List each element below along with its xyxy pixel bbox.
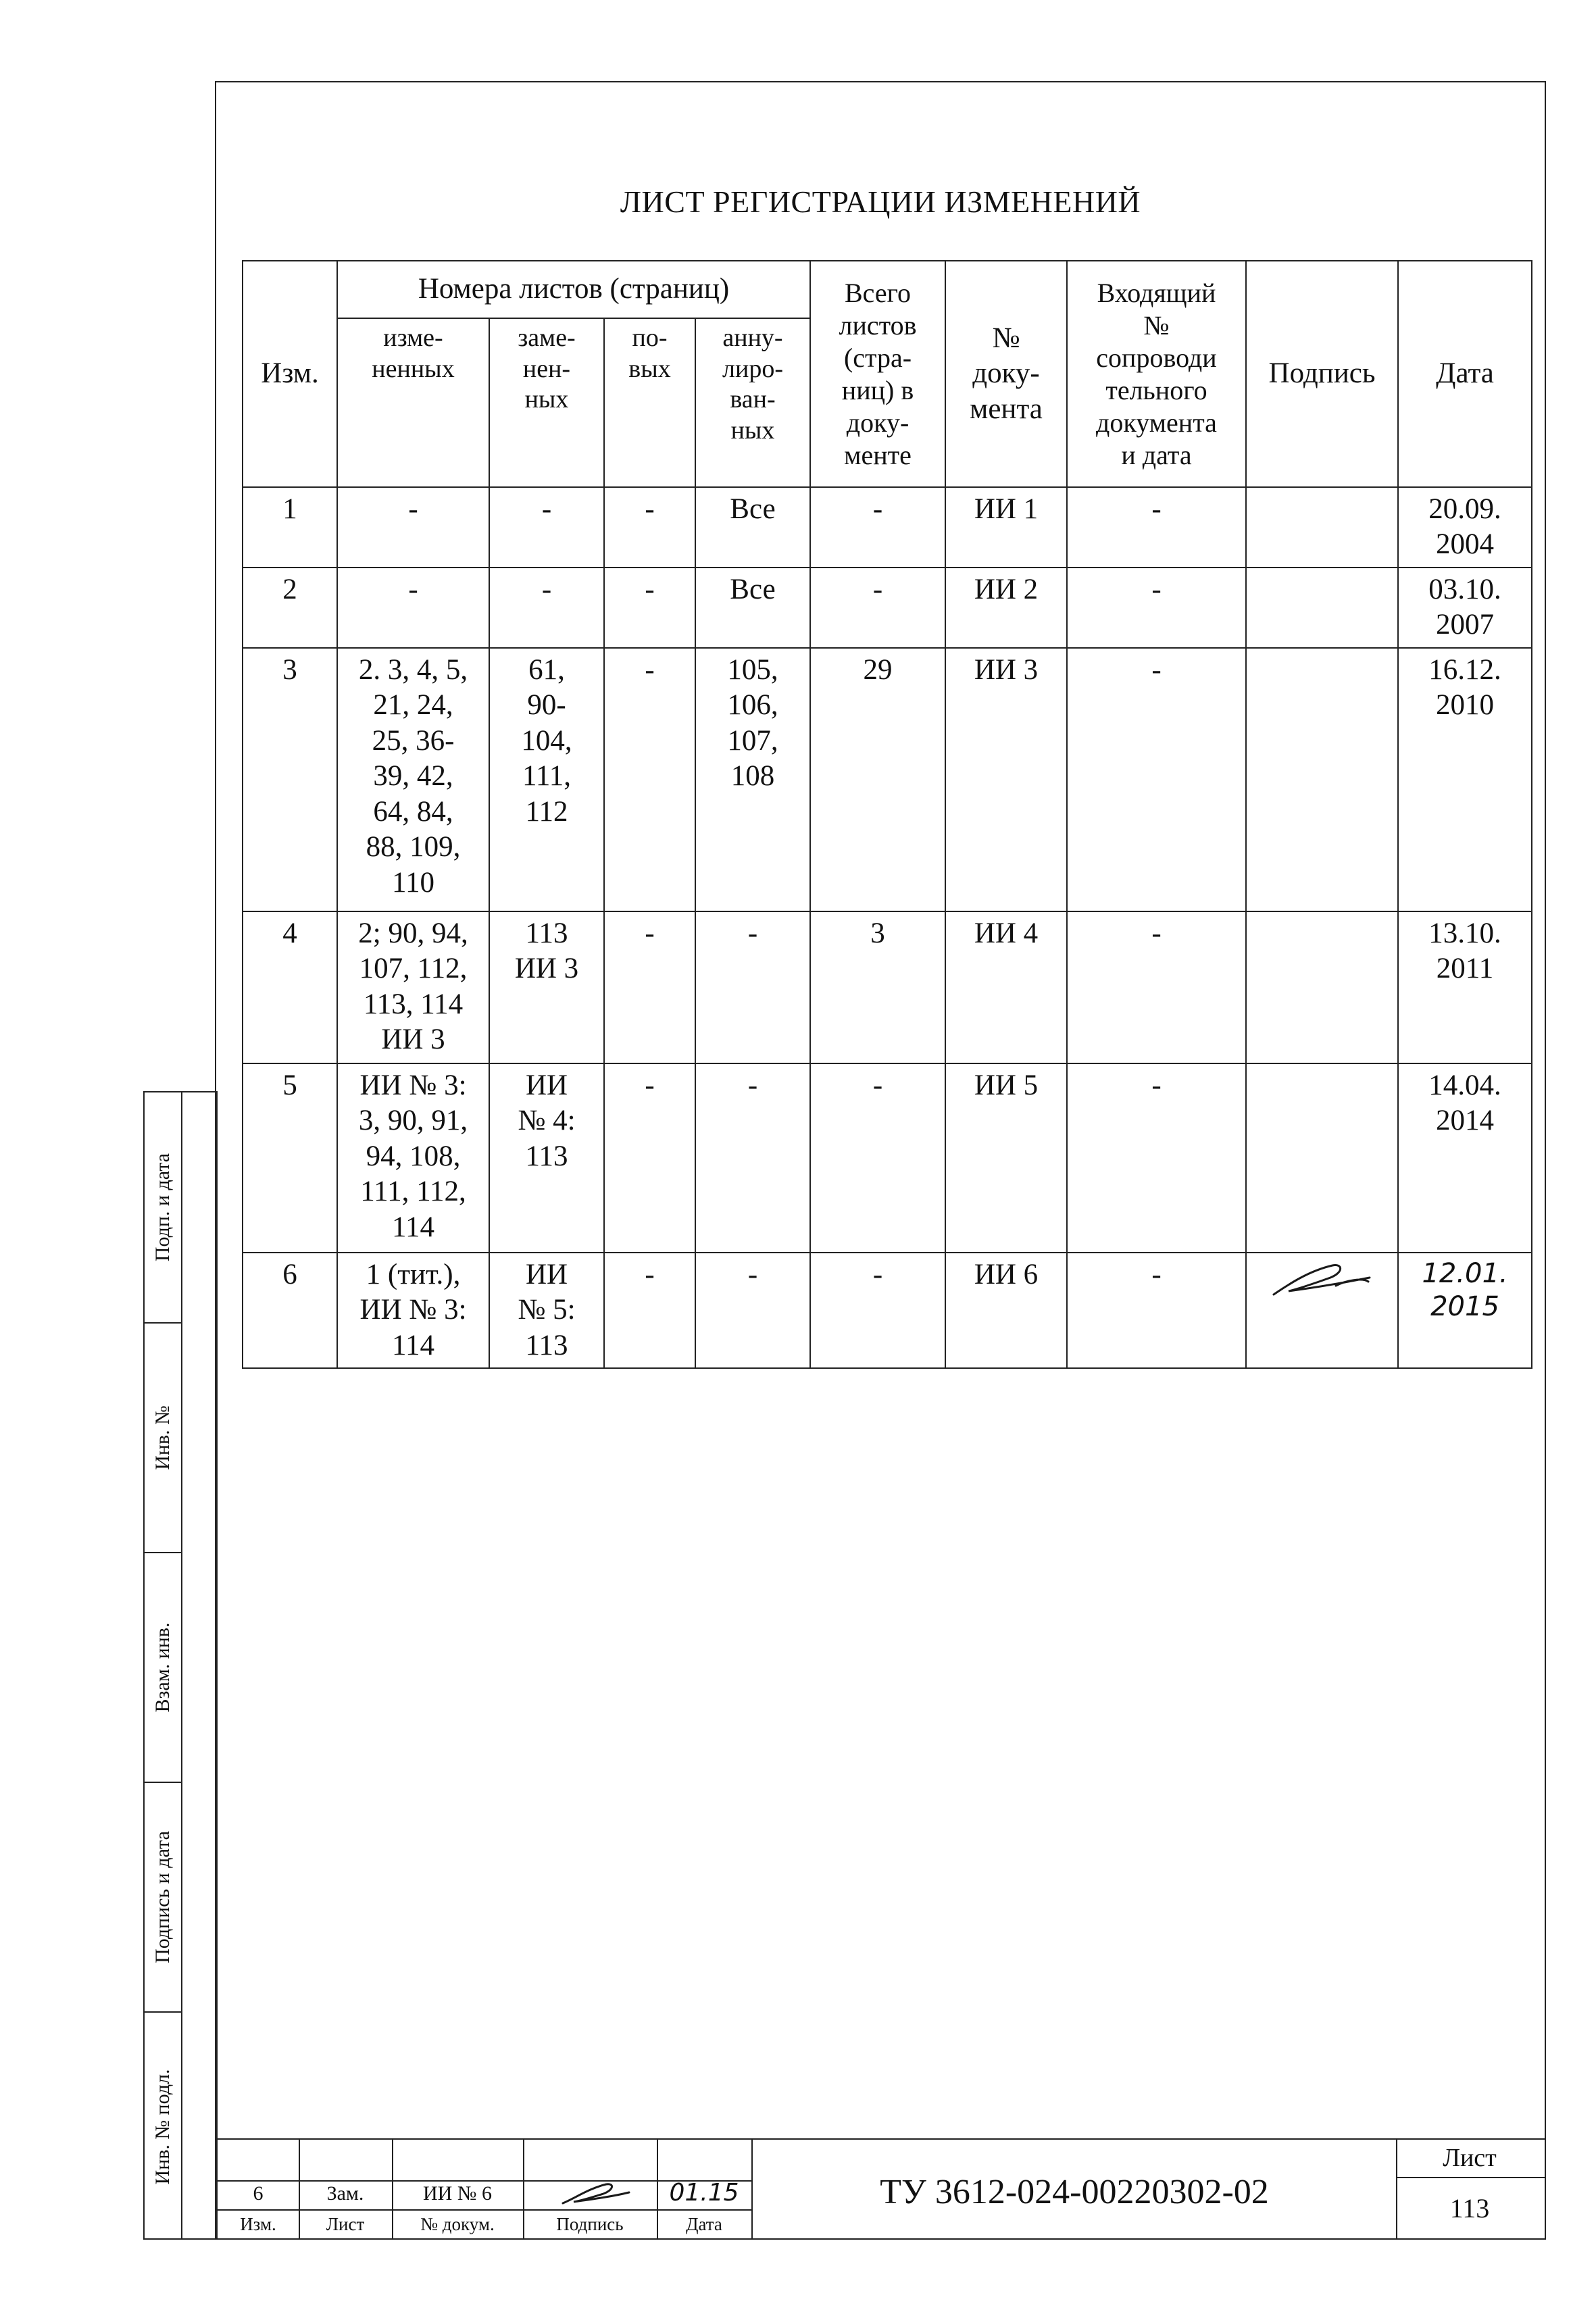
cell-doc: ИИ 4: [945, 911, 1067, 1063]
side-label: Взам. инв.: [151, 1622, 174, 1713]
table-row: [243, 648, 1532, 911]
cell-total: -: [810, 487, 945, 568]
cell-changed: 2. 3, 4, 5, 21, 24, 25, 36- 39, 42, 64, 84, 88, 109, 110: [337, 648, 489, 911]
cell-signature: [1246, 487, 1398, 568]
cell-signature: [1246, 1253, 1398, 1368]
cell-new: -: [604, 1063, 695, 1253]
stamp-docno-value: ИИ № 6: [423, 2182, 492, 2205]
side-label: Инв. №: [151, 1405, 174, 1470]
cell-izm: 1: [243, 487, 337, 568]
cell-changed: 2; 90, 94, 107, 112, 113, 114 ИИ 3: [337, 911, 489, 1063]
header-new: [604, 318, 695, 487]
header-date: Дата: [1398, 261, 1532, 487]
handwritten-signature-icon: [1268, 1257, 1376, 1305]
cell-signature: [1246, 568, 1398, 648]
cell-new: -: [604, 568, 695, 648]
table-row: [243, 1063, 1532, 1253]
stamp-izm-label: Изм.: [240, 2214, 276, 2234]
cell-doc: ИИ 5: [945, 1063, 1067, 1253]
cell-annulled: -: [695, 1063, 810, 1253]
cell-date: 20.09. 2004: [1398, 487, 1532, 568]
stamp-signature-icon: [559, 2179, 633, 2209]
table-row: [243, 911, 1532, 1063]
cell-izm: 6: [243, 1253, 337, 1368]
cell-izm: 3: [243, 648, 337, 911]
header-signature: Подпись: [1246, 261, 1398, 487]
cell-date: 03.10. 2007: [1398, 568, 1532, 648]
cell-annulled: 105, 106, 107, 108: [695, 648, 810, 911]
side-cell-original-inv: [145, 2011, 181, 2241]
cell-annulled: -: [695, 1253, 810, 1368]
cell-date: 13.10. 2011: [1398, 911, 1532, 1063]
stamp-divider: [1396, 2140, 1397, 2240]
cell-replaced: 113 ИИ 3: [489, 911, 604, 1063]
cell-changed: -: [337, 487, 489, 568]
header-doc-no-text: № доку- мента: [970, 322, 1043, 425]
side-stamp-strip: [143, 1091, 218, 2240]
cell-replaced: -: [489, 487, 604, 568]
cell-izm: 4: [243, 911, 337, 1063]
table-row: [243, 487, 1532, 568]
cell-replaced: -: [489, 568, 604, 648]
cell-total: 29: [810, 648, 945, 911]
side-cell-inv-no: [145, 1322, 181, 1552]
cell-changed: ИИ № 3: 3, 90, 91, 94, 108, 111, 112, 114: [337, 1063, 489, 1253]
header-incoming: [1067, 261, 1246, 487]
cell-signature: [1246, 648, 1398, 911]
stamp-docno-label: № докум.: [420, 2214, 495, 2234]
header-changed: [337, 318, 489, 487]
cell-changed: -: [337, 568, 489, 648]
cell-doc: ИИ 3: [945, 648, 1067, 911]
cell-doc: ИИ 1: [945, 487, 1067, 568]
cell-annulled: Все: [695, 487, 810, 568]
header-changed-text: изме- ненных: [372, 324, 455, 383]
cell-incoming: -: [1067, 1063, 1246, 1253]
cell-total: 3: [810, 911, 945, 1063]
sheet-label: Лист: [1443, 2144, 1497, 2172]
change-registration-table: [242, 260, 1532, 1369]
cell-changed: 1 (тит.), ИИ № 3: 114: [337, 1253, 489, 1368]
header-total-sheets-text: Всего листов (стра- ниц) в доку- менте: [839, 277, 917, 470]
document-code: ТУ 3612-024-00220302-02: [880, 2173, 1269, 2211]
sheet-number: 113: [1449, 2193, 1490, 2223]
side-label: Подп. и дата: [151, 1153, 174, 1262]
cell-new: -: [604, 487, 695, 568]
side-strip-divider: [181, 1092, 182, 2238]
cell-doc: ИИ 6: [945, 1253, 1067, 1368]
cell-signature: [1246, 1063, 1398, 1253]
cell-signature: [1246, 911, 1398, 1063]
side-cell-signature-date: [145, 1092, 181, 1322]
cell-incoming: -: [1067, 487, 1246, 568]
stamp-date-label: Дата: [686, 2214, 722, 2234]
header-new-text: по- вых: [628, 324, 671, 383]
cell-new: -: [604, 648, 695, 911]
cell-incoming: -: [1067, 568, 1246, 648]
table-row: [243, 568, 1532, 648]
cell-new: -: [604, 1253, 695, 1368]
stamp-line: [1396, 2177, 1546, 2178]
stamp-divider: [751, 2140, 753, 2240]
cell-total: -: [810, 1253, 945, 1368]
header-doc-no: [945, 261, 1067, 487]
cell-izm: 2: [243, 568, 337, 648]
side-label: Подпись и дата: [151, 1831, 174, 1963]
cell-incoming: -: [1067, 648, 1246, 911]
cell-izm: 5: [243, 1063, 337, 1253]
header-replaced: [489, 318, 604, 487]
stamp-list-value: Зам.: [326, 2182, 364, 2205]
stamp-list-label: Лист: [326, 2214, 365, 2234]
cell-replaced: ИИ № 5: 113: [489, 1253, 604, 1368]
header-total-sheets: [810, 261, 945, 487]
header-sheet-numbers: Номера листов (страниц): [337, 261, 810, 318]
cell-annulled: -: [695, 911, 810, 1063]
stamp-izm-value: 6: [253, 2182, 264, 2205]
cell-total: -: [810, 1063, 945, 1253]
side-label: Инв. № подл.: [151, 2069, 174, 2185]
header-annulled-text: анну- лиро- ван- ных: [722, 324, 783, 445]
cell-incoming: -: [1067, 911, 1246, 1063]
page-title: ЛИСТ РЕГИСТРАЦИИ ИЗМЕНЕНИЙ: [620, 184, 1141, 219]
stamp-date-value: 01.15: [669, 2179, 739, 2207]
cell-incoming: -: [1067, 1253, 1246, 1368]
cell-date: 16.12. 2010: [1398, 648, 1532, 911]
cell-new: -: [604, 911, 695, 1063]
cell-date: 14.04. 2014: [1398, 1063, 1532, 1253]
side-cell-replacement-inv: [145, 1552, 181, 1782]
cell-replaced: ИИ № 4: 113: [489, 1063, 604, 1253]
stamp-line: [218, 2209, 751, 2211]
cell-replaced: 61, 90- 104, 111, 112: [489, 648, 604, 911]
cell-total: -: [810, 568, 945, 648]
header-annulled: [695, 318, 810, 487]
cell-doc: ИИ 2: [945, 568, 1067, 648]
cell-date-handwritten: 12.01. 2015: [1398, 1253, 1532, 1368]
header-replaced-text: заме- нен- ных: [518, 324, 576, 414]
header-incoming-text: Входящий № сопроводи тельного документа и дата: [1096, 277, 1217, 470]
side-cell-signature-date-2: [145, 1782, 181, 2011]
table-row: [243, 1253, 1532, 1368]
stamp-signature-label: Подпись: [556, 2214, 624, 2234]
cell-annulled: Все: [695, 568, 810, 648]
header-izm: Изм.: [243, 261, 337, 487]
